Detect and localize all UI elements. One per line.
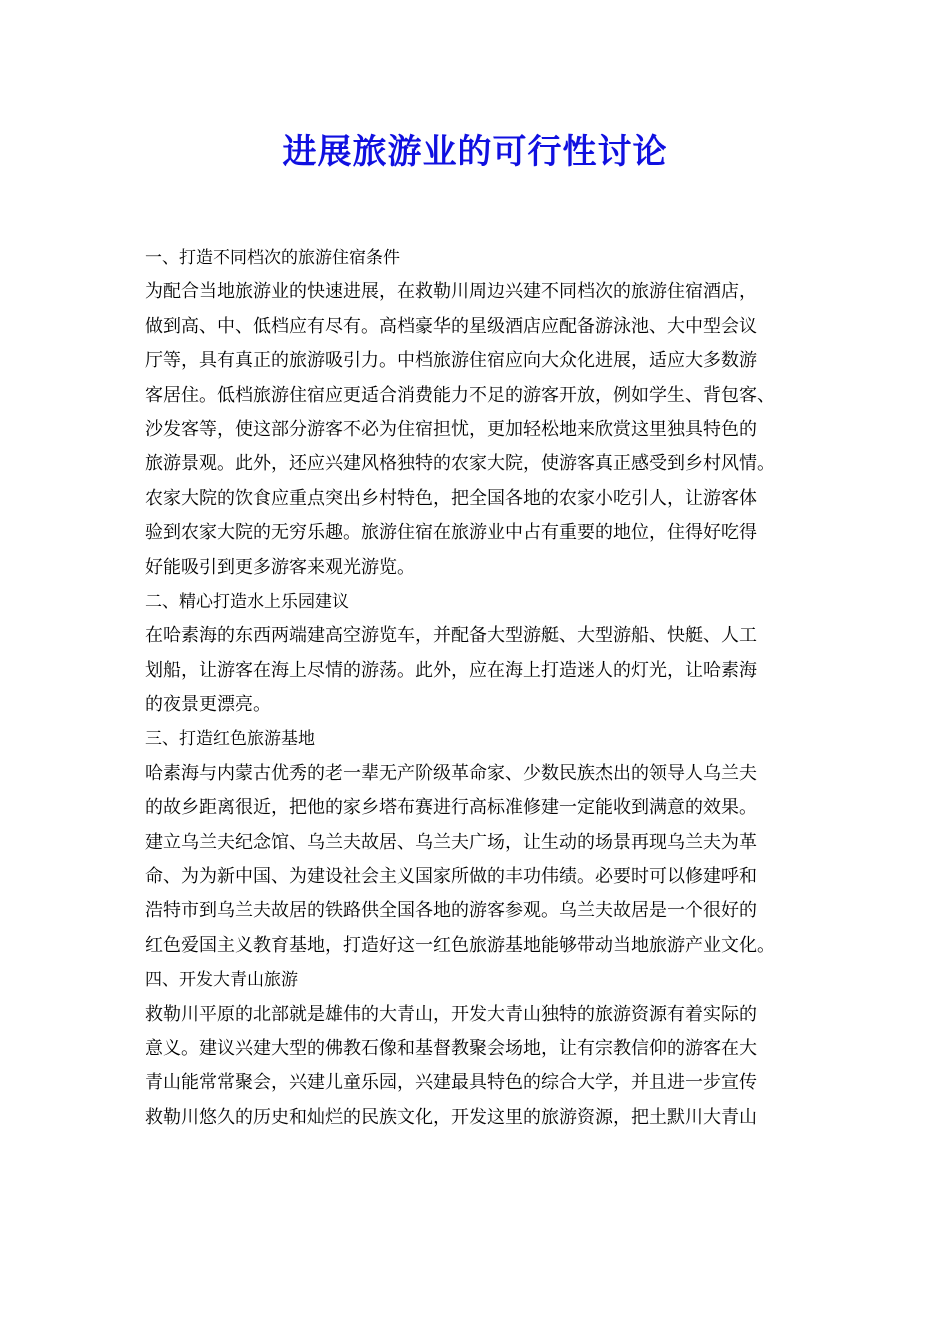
paragraph-line: 为配合当地旅游业的快速进展，在救勒川周边兴建不同档次的旅游住宿酒店， [145, 281, 757, 303]
paragraph-line: 好能吸引到更多游客来观光游览。 [145, 556, 415, 578]
paragraph-line: 沙发客等，使这部分游客不必为住宿担忧，更加轻松地来欣赏这里独具特色的 [145, 418, 757, 440]
document-body [145, 241, 825, 1135]
paragraph-line: 救勒川平原的北部就是雄伟的大青山，开发大青山独特的旅游资源有着实际的 [145, 1003, 757, 1025]
paragraph-line: 建立乌兰夫纪念馆、乌兰夫故居、乌兰夫广场，让生动的场景再现乌兰夫为革 [145, 831, 757, 853]
paragraph-line: 旅游景观。此外，还应兴建风格独特的农家大院，使游客真正感受到乡村风情。 [145, 453, 775, 475]
paragraph-line: 意义。建议兴建大型的佛教石像和基督教聚会场地，让有宗教信仰的游客在大 [145, 1037, 757, 1059]
paragraph-line: 客居住。低档旅游住宿应更适合消费能力不足的游客开放，例如学生、背包客、 [145, 384, 775, 406]
section-heading: 四、开发大青山旅游 [145, 970, 298, 991]
section-heading: 一、打造不同档次的旅游住宿条件 [145, 248, 400, 268]
paragraph-line: 救勒川悠久的历史和灿烂的民族文化，开发这里的旅游资源，把土默川大青山 [145, 1106, 757, 1128]
paragraph-line: 的故乡距离很近，把他的家乡塔布赛进行高标准修建一定能收到满意的效果。 [145, 797, 757, 819]
paragraph-line: 厅等，具有真正的旅游吸引力。中档旅游住宿应向大众化进展，适应大多数游 [145, 350, 757, 372]
document-title: 进展旅游业的可行性讨论 [282, 132, 668, 172]
paragraph-line: 哈素海与内蒙古优秀的老一辈无产阶级革命家、少数民族杰出的领导人乌兰夫 [145, 762, 757, 784]
paragraph-line: 验到农家大院的无穷乐趣。旅游住宿在旅游业中占有重要的地位，住得好吃得 [145, 522, 757, 544]
paragraph-line: 红色爱国主义教育基地，打造好这一红色旅游基地能够带动当地旅游产业文化。 [145, 934, 775, 956]
paragraph-line: 农家大院的饮食应重点突出乡村特色，把全国各地的农家小吃引人，让游客体 [145, 487, 757, 509]
paragraph-line: 在哈素海的东西两端建高空游览车，并配备大型游艇、大型游船、快艇、人工 [145, 625, 757, 647]
paragraph-line: 做到高、中、低档应有尽有。高档豪华的星级酒店应配备游泳池、大中型会议 [145, 315, 757, 337]
paragraph-line: 浩特市到乌兰夫故居的铁路供全国各地的游客参观。乌兰夫故居是一个很好的 [145, 900, 757, 922]
section-heading: 二、精心打造水上乐园建议 [145, 591, 349, 612]
paragraph-line: 命、为为新中国、为建设社会主义国家所做的丰功伟绩。必要时可以修建呼和 [145, 866, 757, 888]
paragraph-line: 划船，让游客在海上尽情的游荡。此外，应在海上打造迷人的灯光，让哈素海 [145, 659, 757, 681]
section-heading: 三、打造红色旅游基地 [145, 729, 315, 750]
paragraph-line: 的夜景更漂亮。 [145, 694, 271, 716]
paragraph-line: 青山能常常聚会，兴建儿童乐园，兴建最具特色的综合大学，并且进一步宣传 [145, 1072, 757, 1094]
